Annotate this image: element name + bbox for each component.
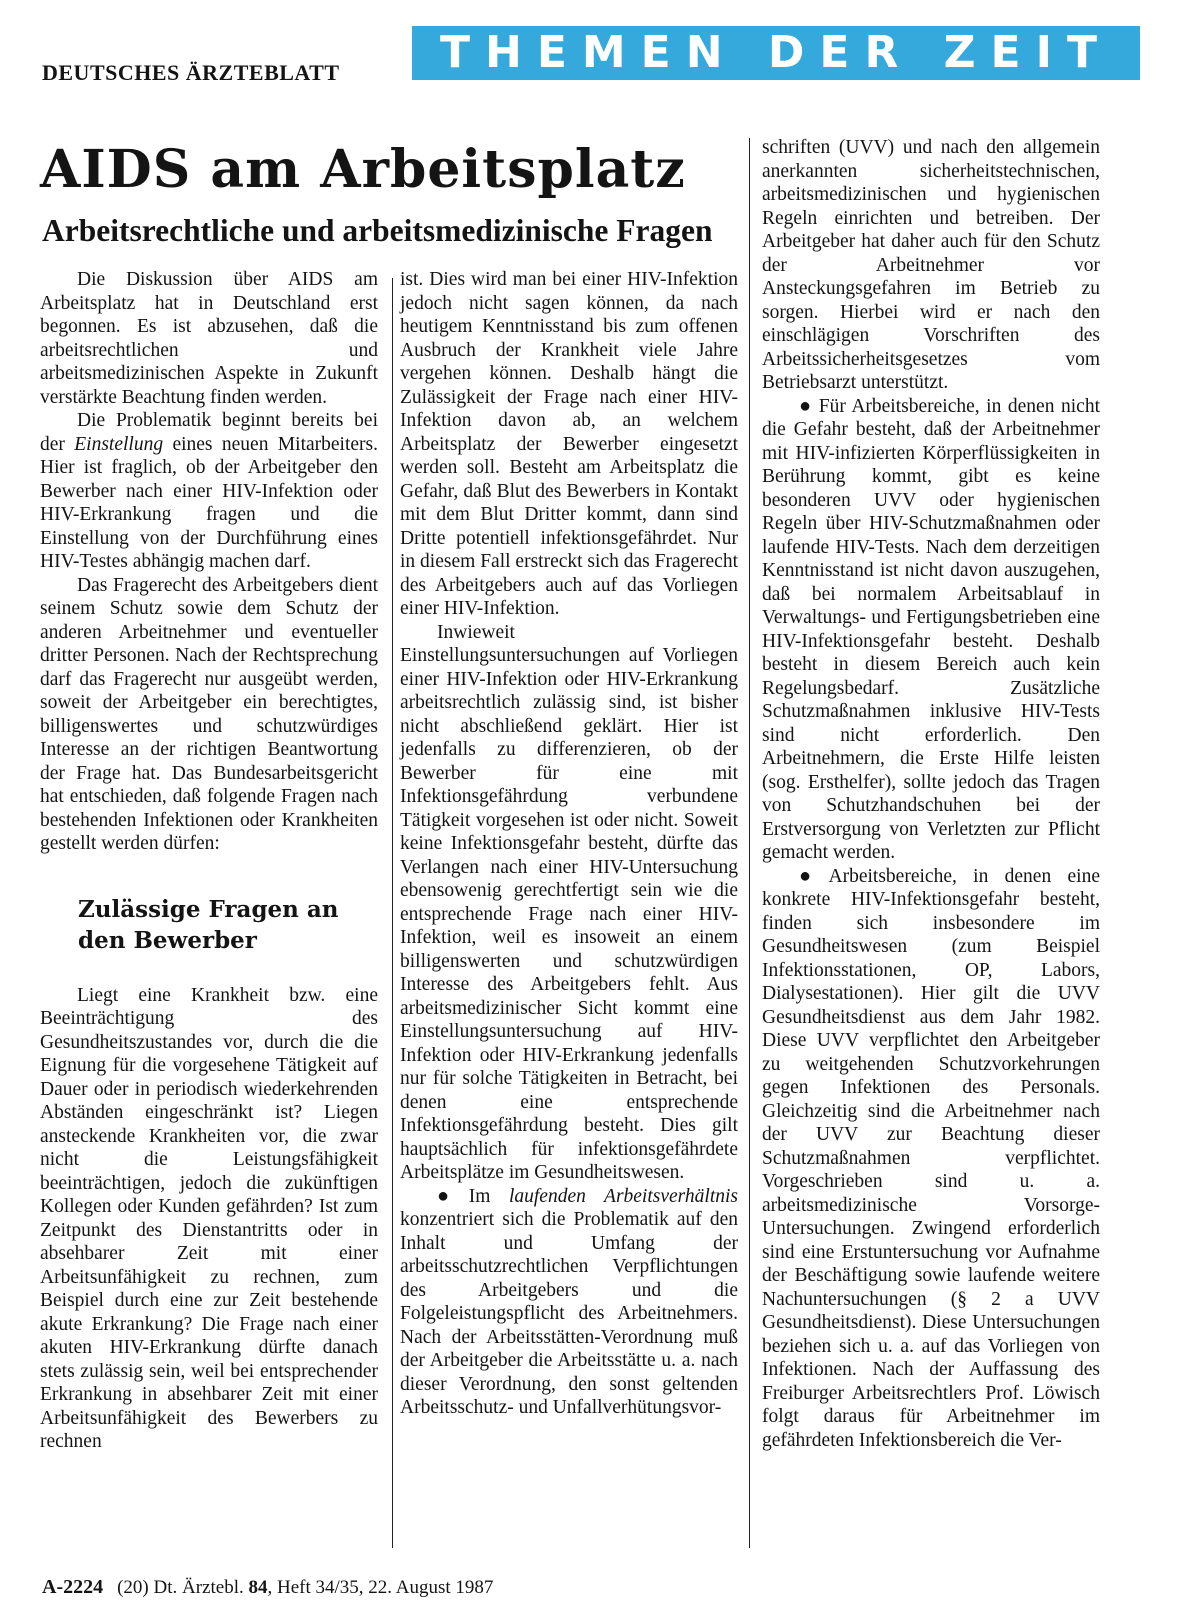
paragraph [400, 1185, 738, 1420]
page-number: A-2224 [42, 1576, 104, 1598]
paragraph: schriften (UVV) und nach den allgemein anerkannten sicherheitstechnischen, arbeitsmedizinischen und hygienischen Regeln einrichten und betreiben. Der Arbeitgeber hat daher auch für den Schutz der Arbeitnehmer vor Ansteckungsgefahren im Betrieb zu sorgen. Hierbei wird er nach den einschlägigen Vorschriften des Arbeitssicherheitsgesetzes vom Betriebsarzt unterstützt. [762, 137, 1100, 393]
text-run: Arbeitsbereiche, in denen eine konkrete HIV-Infektionsgefahr besteht, finden sich insbesondere im Gesundheitswesen (zum Beispiel Infektionsstationen, OP, Labors, Dialysestationen). Hier gilt die UVV Gesundheitsdienst aus dem Jahr 1982. Diese UVV verpflichtet den Arbeitgeber zu weitgehenden Schutzvorkehrungen gegen Infektionen des Personals. Gleichzeitig sind die Arbeitnehmer nach der UVV zur Beachtung dieser Schutzmaßnahmen verpflichtet. Vorgeschrieben sind u. a. arbeitsmedizinische Vorsorge-Untersuchungen. Zwingend erforderlich sind eine Erstuntersuchung vor Aufnahme der Beschäftigung sowie laufende weitere Nachuntersuchungen (§ 2 a UVV Gesundheitsdienst). Diese Untersuchungen beziehen sich u. a. auf das Vorliegen von Infektionen. Nach der Auffassung des Freiburger Arbeitsrechtlers Prof. Löwisch folgt daraus für Arbeitnehmer im gefährdeten Infektionsbereich die Ver- [762, 865, 1100, 1451]
paragraph: Die Diskussion über AIDS am Arbeitsplatz hat in Deutschland erst begonnen. Es ist abzusehen, daß die arbeitsrechtlichen und arbeitsmedizinischen Aspekte in Zukunft verstärkte Beachtung finden werden. [40, 269, 378, 408]
bullet-icon: ● [799, 864, 823, 887]
text-run: konzentriert sich die Problematik auf den Inhalt und Umfang der arbeitsschutzrechtlichen Verpflichtungen des Arbeitgebers und die Folgeleistungspflicht des Arbeitnehmers. Nach der Arbeitsstätten-Verordnung muß der Arbeitgeber die Arbeitsstätte u. a. nach dieser Verordnung, den sonst geltenden Arbeitsschutz- und Unfallverhütungsvor- [400, 1209, 738, 1418]
text-run: eines neuen Mitarbeiters. Hier ist fraglich, ob der Arbeitgeber den Bewerber nach einer HIV-Infektion oder HIV-Erkrankung fragen und die Einstellung von der Durchführung eines HIV-Testes abhängig machen darf. [40, 433, 378, 572]
text-run: Im [468, 1185, 509, 1207]
bullet-icon: ● [799, 394, 813, 417]
paragraph: ist. Dies wird man bei einer HIV-Infektion jedoch nicht sagen können, da nach heutigem Kenntnisstand bis zum offenen Ausbruch der Krankheit viele Jahre vergehen können. Deshalb hängt die Zulässigkeit der Frage nach einer HIV-Infektion davon ab, an welchem Arbeitsplatz der Bewerber eingesetzt werden soll. Besteht am Arbeitsplatz die Gefahr, daß Blut des Bewerbers in Kontakt mit dem Blut Dritter kommt, dann sind Dritte potentiell infektionsgefährdet. Nur in diesem Fall erstreckt sich das Fragerecht des Arbeitgebers auch auf das Vorliegen einer HIV-Infektion. [400, 269, 738, 619]
section-heading: Zulässige Fragen an den Bewerber [78, 895, 339, 954]
article-subtitle: Arbeitsrechtliche und arbeitsmedizinische Fragen [42, 213, 713, 248]
section-banner: THEMEN DER ZEIT [412, 26, 1140, 80]
paragraph [762, 395, 1100, 865]
text-run: Für Arbeitsbereiche, in denen nicht die Gefahr besteht, daß der Arbeitnehmer mit HIV-infizierten Körperflüssigkeiten in Berührung kommt, gibt es keine besonderen UVV oder hygienischen Regeln über HIV-Schutzmaßnahmen oder laufende HIV-Tests. Nach dem derzeitigen Kenntnisstand ist nicht davon auszugehen, daß bei normalem Arbeitsablauf in Verwaltungs- und Fertigungsbetrieben eine HIV-Infektionsgefahr besteht. Deshalb besteht in diesem Bereich auch kein Regelungsbedarf. Zusätzliche Schutzmaßnahmen inklusive HIV-Tests sind nicht erforderlich. Den Arbeitnehmern, die Erste Hilfe leisten (sog. Ersthelfer), sollte jedoch das Tragen von Schutzhandschuhen bei der Erstversorgung von Verletzten zur Pflicht gemacht werden. [762, 395, 1100, 863]
text-column-3 [762, 136, 1100, 1452]
text-column-2 [400, 268, 738, 1420]
volume-number: 84 [248, 1577, 268, 1598]
page-footer [42, 1576, 493, 1599]
column-divider [749, 138, 750, 1548]
paragraph: Liegt eine Krankheit bzw. eine Beeinträchtigung des Gesundheitszustandes vor, durch die die Eignung für die vorgesehene Tätigkeit auf Dauer oder in periodisch wiederkehrenden Abständen eingeschränkt ist? Liegen ansteckende Krankheiten vor, die zwar nicht die Leistungsfähigkeit beeinträchtigen, jedoch die zukünftigen Kollegen oder Kunden gefährden? Ist zum Zeitpunkt des Dienstantritts oder in absehbarer Zeit mit einer Arbeitsunfähigkeit zu rechnen, zum Beispiel durch eine zur Zeit bestehende akute Erkrankung? Die Frage nach einer akuten HIV-Erkrankung dürfte danach stets zulässig sein, weil bei entsprechender Erkrankung in absehbarer Zeit mit einer Arbeitsunfähigkeit des Bewerbers zu rechnen [40, 984, 378, 1452]
paragraph [40, 409, 378, 574]
bullet-icon: ● [437, 1184, 463, 1207]
paragraph: Inwieweit Einstellungsuntersuchungen auf Vorliegen einer HIV-Infektion oder HIV-Erkrankung arbeitsrechtlich zulässig sind, ist bisher nicht abschließend geklärt. Hier ist jedenfalls zu differenzieren, ob der Bewerber für eine mit Infektionsgefährdung verbundene Tätigkeit vorgesehen ist oder nicht. Soweit keine Infektionsgefahr besteht, dürfte das Verlangen nach einer HIV-Untersuchung ebensowenig gerechtfertigt sein wie die entsprechende Frage nach einer HIV-Infektion, weil es insoweit an einem billigenswerten und schutzwürdigen Interesse des Arbeitgebers fehlt. Aus arbeitsmedizinischer Sicht kommt eine Einstellungsuntersuchung auf HIV-Infektion oder HIV-Erkrankung jedenfalls nur für solche Tätigkeiten in Betracht, bei denen eine entsprechende Infektionsgefährdung besteht. Dies gilt hauptsächlich für infektionsgefährdete Arbeitsplätze im Gesundheitswesen. [400, 621, 738, 1183]
text-run: Die Problematik beginnt bereits bei der [40, 410, 378, 455]
text-column-1 [40, 268, 378, 1454]
journal-masthead: DEUTSCHES ÄRZTEBLATT [42, 60, 340, 85]
citation-text: , Heft 34/35, 22. August 1987 [267, 1577, 494, 1598]
paragraph [762, 865, 1100, 1453]
emphasis: Einstellung [74, 433, 164, 455]
paragraph: Das Fragerecht des Arbeitgebers dient seinem Schutz sowie dem Schutz der anderen Arbeitnehmer und eventueller dritter Personen. Nach der Rechtsprechung darf das Fragerecht nur ausgeübt werden, soweit der Arbeitgeber ein berechtigtes, billigenswertes und schutzwürdiges Interesse an der richtigen Beantwortung der Frage hat. Das Bundesarbeitsgericht hat entschieden, daß folgende Fragen nach bestehenden Infektionen oder Krankheiten gestellt werden dürfen: [40, 574, 378, 854]
column-divider [392, 278, 393, 1548]
citation-text: (20) Dt. Ärztebl. [117, 1577, 249, 1598]
emphasis: laufenden Arbeitsverhältnis [508, 1185, 738, 1207]
article-title: AIDS am Arbeitsplatz [40, 139, 686, 200]
